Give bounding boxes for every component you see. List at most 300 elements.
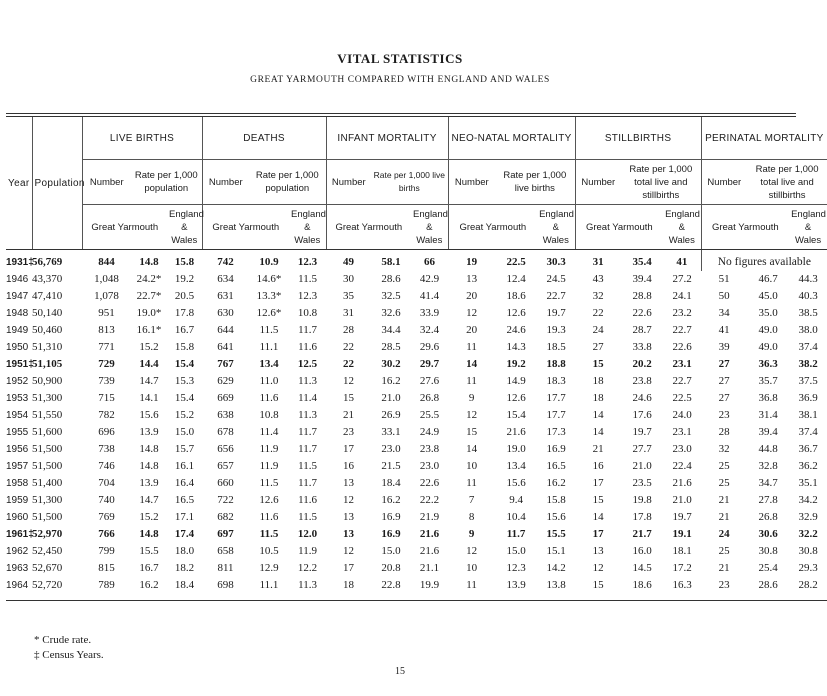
infant-mortality-number-cell: 13 bbox=[343, 477, 355, 489]
neo-natal-number-cell: 19 bbox=[466, 256, 478, 268]
infant-mortality-ew-rate-cell: 19.9 bbox=[419, 579, 440, 591]
table-row bbox=[6, 407, 827, 424]
perinatal-number-cell: 39 bbox=[718, 341, 730, 353]
deaths-gy-rate-cell: 13.3* bbox=[256, 290, 282, 302]
stillbirths-gy-rate-cell: 28.8 bbox=[632, 290, 652, 302]
neo-natal-number-cell: 8 bbox=[468, 511, 475, 523]
neo-natal-number-cell: 14 bbox=[466, 443, 478, 455]
live-births-number-cell: 782 bbox=[98, 409, 115, 421]
live-births-number-cell: 769 bbox=[98, 511, 115, 523]
neo-natal-gy-rate-cell: 19.2 bbox=[506, 358, 526, 370]
infant-mortality-ew-rate-cell: 23.0 bbox=[419, 460, 440, 472]
population-cell: 51,550 bbox=[32, 409, 63, 421]
deaths-number-cell: 678 bbox=[217, 426, 234, 438]
live-births-ew-rate-cell: 18.2 bbox=[174, 562, 195, 574]
infant-mortality-number-cell: 13 bbox=[343, 511, 355, 523]
infant-mortality-ew-rate-cell: 21.6 bbox=[419, 545, 440, 557]
nn-number-header: Number bbox=[448, 160, 495, 205]
live-births-gy-rate-cell: 14.4 bbox=[139, 358, 159, 370]
live-births-ew-rate-cell: 18.4 bbox=[174, 579, 195, 591]
live-births-gy-rate-cell: 15.5 bbox=[139, 545, 159, 557]
table-row bbox=[6, 492, 827, 509]
stillbirths-number-cell: 15 bbox=[592, 358, 604, 370]
infant-mortality-gy-rate-cell: 20.8 bbox=[381, 562, 401, 574]
table-row bbox=[6, 560, 827, 577]
table-row bbox=[6, 509, 827, 526]
sb-number-header: Number bbox=[575, 160, 621, 205]
live-births-number-cell: 1,078 bbox=[94, 290, 119, 302]
population-cell: 50,460 bbox=[32, 324, 63, 336]
infant-mortality-ew-rate-cell: 66 bbox=[424, 256, 436, 268]
subheader-row bbox=[6, 160, 827, 205]
perinatal-number-cell: 27 bbox=[718, 375, 730, 387]
live-births-gy-rate-cell: 14.8 bbox=[139, 443, 159, 455]
deaths-number-cell: 629 bbox=[217, 375, 234, 387]
neo-natal-gy-rate-cell: 14.3 bbox=[506, 341, 526, 353]
deaths-ew-rate-cell: 11.5 bbox=[298, 273, 317, 285]
population-cell: 51,500 bbox=[32, 511, 63, 523]
stillbirths-number-cell: 17 bbox=[592, 477, 604, 489]
population-cell: 47,410 bbox=[32, 290, 63, 302]
deaths-number-cell: 811 bbox=[217, 562, 234, 574]
neo-natal-ew-rate-cell: 22.7 bbox=[546, 290, 566, 302]
infant-mortality-ew-rate-cell: 21.6 bbox=[419, 528, 440, 540]
stillbirths-gy-rate-cell: 19.8 bbox=[632, 494, 652, 506]
live-births-gy-rate-cell: 16.2 bbox=[139, 579, 159, 591]
deaths-number-cell: 669 bbox=[217, 392, 234, 404]
live-births-gy-rate-cell: 16.7 bbox=[139, 562, 159, 574]
infant-mortality-ew-rate-cell: 32.4 bbox=[419, 324, 440, 336]
deaths-number-cell: 644 bbox=[217, 324, 234, 336]
perinatal-number-cell: 21 bbox=[718, 511, 730, 523]
infant-mortality-gy-rate-cell: 21.5 bbox=[381, 460, 401, 472]
stillbirths-ew-rate-cell: 23.1 bbox=[672, 426, 692, 438]
perinatal-number-cell: 25 bbox=[718, 477, 730, 489]
deaths-number-cell: 698 bbox=[217, 579, 234, 591]
neo-natal-header: NEO-NATAL MORTALITY bbox=[448, 117, 575, 160]
perinatal-number-cell: 32 bbox=[718, 443, 730, 455]
infant-mortality-ew-rate-cell: 25.5 bbox=[419, 409, 440, 421]
deaths-ew-rate-cell: 10.8 bbox=[297, 307, 318, 319]
perinatal-gy-rate-cell: 28.6 bbox=[758, 579, 778, 591]
stillbirths-ew-rate-cell: 27.2 bbox=[672, 273, 692, 285]
infant-mortality-ew-rate-cell: 21.1 bbox=[419, 562, 440, 574]
infant-mortality-number-cell: 49 bbox=[343, 256, 355, 268]
perinatal-gy-rate-cell: 30.6 bbox=[758, 528, 778, 540]
stillbirths-gy-rate-cell: 20.2 bbox=[632, 358, 652, 370]
lb-gy-header: Great Yarmouth bbox=[82, 205, 167, 250]
neo-natal-gy-rate-cell: 12.4 bbox=[506, 273, 526, 285]
stillbirths-ew-rate-cell: 23.1 bbox=[672, 358, 692, 370]
live-births-number-cell: 746 bbox=[98, 460, 115, 472]
deaths-gy-rate-cell: 11.1 bbox=[259, 341, 279, 353]
deaths-gy-rate-cell: 11.5 bbox=[259, 528, 279, 540]
deaths-ew-rate-cell: 11.3 bbox=[298, 579, 317, 591]
perinatal-gy-rate-cell: 36.8 bbox=[758, 392, 778, 404]
live-births-ew-rate-cell: 17.4 bbox=[174, 528, 195, 540]
neo-natal-gy-rate-cell: 15.0 bbox=[506, 545, 526, 557]
neo-natal-number-cell: 9 bbox=[468, 528, 475, 540]
infant-mortality-gy-rate-cell: 16.2 bbox=[381, 375, 401, 387]
perinatal-gy-rate-cell: 39.4 bbox=[758, 426, 778, 438]
infant-mortality-number-cell: 17 bbox=[343, 443, 355, 455]
neo-natal-gy-rate-cell: 11.7 bbox=[506, 528, 526, 540]
deaths-number-cell: 682 bbox=[217, 511, 234, 523]
live-births-number-cell: 813 bbox=[98, 324, 115, 336]
live-births-number-cell: 799 bbox=[98, 545, 115, 557]
stillbirths-gy-rate-cell: 33.8 bbox=[632, 341, 652, 353]
neo-natal-gy-rate-cell: 22.5 bbox=[506, 256, 526, 268]
deaths-ew-rate-cell: 11.7 bbox=[298, 426, 317, 438]
neo-natal-ew-rate-cell: 18.3 bbox=[546, 375, 566, 387]
live-births-number-cell: 789 bbox=[98, 579, 115, 591]
perinatal-ew-rate-cell: 35.1 bbox=[798, 477, 818, 489]
year-cell: 1931‡ bbox=[6, 257, 34, 268]
neo-natal-gy-rate-cell: 24.6 bbox=[506, 324, 526, 336]
stillbirths-gy-rate-cell: 17.8 bbox=[632, 511, 652, 523]
page-number: 15 bbox=[395, 666, 405, 677]
stillbirths-ew-rate-cell: 22.7 bbox=[672, 375, 692, 387]
neo-natal-number-cell: 15 bbox=[466, 426, 478, 438]
stillbirths-number-cell: 14 bbox=[592, 426, 604, 438]
stillbirths-number-cell: 43 bbox=[592, 273, 604, 285]
neo-natal-ew-rate-cell: 17.7 bbox=[546, 409, 566, 421]
population-cell: 51,600 bbox=[32, 426, 63, 438]
deaths-gy-rate-cell: 12.6 bbox=[259, 494, 279, 506]
stillbirths-number-cell: 12 bbox=[592, 562, 604, 574]
live-births-ew-rate-cell: 17.1 bbox=[174, 511, 195, 523]
lb-number-header: Number bbox=[82, 160, 131, 205]
population-cell: 43,370 bbox=[32, 273, 63, 285]
neo-natal-ew-rate-cell: 15.5 bbox=[546, 528, 566, 540]
live-births-gy-rate-cell: 14.7 bbox=[139, 494, 159, 506]
perinatal-note-cell: No figures available bbox=[701, 250, 827, 272]
neo-natal-ew-rate-cell: 15.1 bbox=[546, 545, 566, 557]
perinatal-ew-rate-cell: 38.5 bbox=[798, 307, 818, 319]
perinatal-gy-rate-cell: 27.8 bbox=[758, 494, 778, 506]
neo-natal-gy-rate-cell: 9.4 bbox=[509, 494, 523, 506]
perinatal-number-cell: 27 bbox=[718, 392, 730, 404]
perinatal-gy-rate-cell: 26.8 bbox=[758, 511, 778, 523]
deaths-ew-rate-cell: 11.3 bbox=[298, 375, 317, 387]
table-row bbox=[6, 424, 827, 441]
stillbirths-ew-rate-cell: 18.1 bbox=[672, 545, 692, 557]
deaths-gy-rate-cell: 14.6* bbox=[256, 273, 282, 285]
neo-natal-ew-rate-cell: 19.7 bbox=[546, 307, 566, 319]
perinatal-number-cell: 23 bbox=[718, 579, 730, 591]
population-cell: 56,769 bbox=[32, 256, 63, 268]
infant-mortality-gy-rate-cell: 58.1 bbox=[381, 256, 401, 268]
live-births-gy-rate-cell: 15.2 bbox=[139, 341, 159, 353]
stillbirths-gy-rate-cell: 35.4 bbox=[632, 256, 652, 268]
neo-natal-ew-rate-cell: 17.7 bbox=[546, 392, 566, 404]
stillbirths-gy-rate-cell: 18.6 bbox=[632, 579, 652, 591]
infant-mortality-gy-rate-cell: 21.0 bbox=[381, 392, 401, 404]
neo-natal-number-cell: 11 bbox=[466, 477, 477, 489]
infant-mortality-number-cell: 13 bbox=[343, 528, 355, 540]
deaths-gy-rate-cell: 13.4 bbox=[259, 358, 279, 370]
deaths-gy-rate-cell: 10.9 bbox=[259, 256, 279, 268]
deaths-ew-rate-cell: 12.5 bbox=[297, 358, 318, 370]
year-cell: 1959 bbox=[6, 495, 29, 506]
infant-mortality-gy-rate-cell: 33.1 bbox=[381, 426, 401, 438]
deaths-number-cell: 658 bbox=[217, 545, 234, 557]
perinatal-number-cell: 28 bbox=[718, 426, 730, 438]
deaths-ew-rate-cell: 11.5 bbox=[298, 460, 317, 472]
perinatal-ew-rate-cell: 30.8 bbox=[798, 545, 818, 557]
footnote-crude-rate: * Crude rate. bbox=[34, 634, 92, 646]
year-cell: 1963 bbox=[6, 563, 29, 574]
nn-ew-header: England & Wales bbox=[537, 205, 575, 250]
stillbirths-number-cell: 15 bbox=[592, 494, 604, 506]
pm-gy-header: Great Yarmouth bbox=[701, 205, 789, 250]
deaths-gy-rate-cell: 11.5 bbox=[259, 324, 279, 336]
infant-mortality-number-cell: 22 bbox=[343, 341, 355, 353]
stillbirths-gy-rate-cell: 17.6 bbox=[632, 409, 652, 421]
infant-mortality-gy-rate-cell: 23.0 bbox=[381, 443, 401, 455]
table-bottom-border bbox=[6, 594, 827, 601]
table-row bbox=[6, 288, 827, 305]
infant-mortality-number-cell: 23 bbox=[343, 426, 355, 438]
live-births-number-cell: 815 bbox=[98, 562, 115, 574]
infant-mortality-gy-rate-cell: 32.5 bbox=[381, 290, 401, 302]
live-births-ew-rate-cell: 15.8 bbox=[174, 256, 195, 268]
perinatal-ew-rate-cell: 37.4 bbox=[798, 341, 818, 353]
infant-mortality-number-cell: 21 bbox=[343, 409, 355, 421]
infant-mortality-ew-rate-cell: 42.9 bbox=[419, 273, 440, 285]
vital-statistics-table bbox=[6, 117, 827, 601]
stillbirths-number-cell: 21 bbox=[592, 443, 604, 455]
infant-mortality-number-cell: 12 bbox=[343, 545, 355, 557]
live-births-number-cell: 951 bbox=[98, 307, 115, 319]
sb-ew-header: England & Wales bbox=[663, 205, 701, 250]
year-cell: 1951‡ bbox=[6, 359, 34, 370]
neo-natal-gy-rate-cell: 10.4 bbox=[506, 511, 526, 523]
perinatal-gy-rate-cell: 45.0 bbox=[758, 290, 778, 302]
population-cell: 51,500 bbox=[32, 443, 63, 455]
perinatal-ew-rate-cell: 36.2 bbox=[798, 460, 818, 472]
perinatal-ew-rate-cell: 44.3 bbox=[798, 273, 818, 285]
deaths-ew-rate-cell: 11.9 bbox=[298, 545, 317, 557]
neo-natal-gy-rate-cell: 12.6 bbox=[506, 307, 526, 319]
live-births-gy-rate-cell: 15.2 bbox=[139, 511, 159, 523]
stillbirths-number-cell: 15 bbox=[592, 579, 604, 591]
year-cell: 1961‡ bbox=[6, 529, 34, 540]
perinatal-ew-rate-cell: 36.7 bbox=[798, 443, 818, 455]
perinatal-number-cell: 23 bbox=[718, 409, 730, 421]
neo-natal-ew-rate-cell: 15.6 bbox=[546, 511, 566, 523]
stillbirths-gy-rate-cell: 24.6 bbox=[632, 392, 652, 404]
infant-mortality-ew-rate-cell: 29.6 bbox=[419, 341, 440, 353]
population-cell: 52,670 bbox=[32, 562, 63, 574]
stillbirths-number-cell: 14 bbox=[592, 409, 604, 421]
perinatal-gy-rate-cell: 36.3 bbox=[758, 358, 778, 370]
deaths-ew-rate-cell: 11.7 bbox=[298, 324, 317, 336]
deaths-ew-rate-cell: 11.6 bbox=[298, 341, 317, 353]
infant-mortality-gy-rate-cell: 16.9 bbox=[381, 511, 401, 523]
top-rule bbox=[6, 113, 796, 114]
infant-mortality-gy-rate-cell: 34.4 bbox=[381, 324, 401, 336]
year-cell: 1955 bbox=[6, 427, 29, 438]
comparison-header-row bbox=[6, 205, 827, 250]
deaths-number-cell: 657 bbox=[217, 460, 234, 472]
infant-mortality-number-cell: 15 bbox=[343, 392, 355, 404]
table-row bbox=[6, 526, 827, 543]
stillbirths-number-cell: 18 bbox=[592, 375, 604, 387]
neo-natal-number-cell: 12 bbox=[466, 545, 478, 557]
nn-rate-header: Rate per 1,000 live births bbox=[495, 160, 575, 205]
table-row bbox=[6, 356, 827, 373]
year-cell: 1960 bbox=[6, 512, 29, 523]
infant-mortality-number-cell: 30 bbox=[343, 273, 355, 285]
perinatal-ew-rate-cell: 38.0 bbox=[798, 324, 818, 336]
infant-mortality-gy-rate-cell: 26.9 bbox=[381, 409, 401, 421]
population-cell: 52,450 bbox=[32, 545, 63, 557]
neo-natal-ew-rate-cell: 30.3 bbox=[546, 256, 566, 268]
lb-ew-header: England & Wales bbox=[167, 205, 202, 250]
infant-mortality-number-cell: 12 bbox=[343, 494, 355, 506]
stillbirths-number-cell: 32 bbox=[592, 290, 604, 302]
stillbirths-ew-rate-cell: 17.2 bbox=[672, 562, 692, 574]
year-header: Year bbox=[6, 117, 32, 250]
perinatal-gy-rate-cell: 34.7 bbox=[758, 477, 778, 489]
infant-mortality-ew-rate-cell: 22.2 bbox=[419, 494, 440, 506]
live-births-number-cell: 739 bbox=[98, 375, 115, 387]
infant-mortality-number-cell: 31 bbox=[343, 307, 355, 319]
deaths-gy-rate-cell: 12.9 bbox=[259, 562, 279, 574]
perinatal-gy-rate-cell: 32.8 bbox=[758, 460, 778, 472]
infant-mortality-ew-rate-cell: 41.4 bbox=[419, 290, 440, 302]
im-ew-header: England & Wales bbox=[411, 205, 448, 250]
perinatal-gy-rate-cell: 46.7 bbox=[758, 273, 778, 285]
live-births-gy-rate-cell: 14.1 bbox=[139, 392, 159, 404]
perinatal-header: PERINATAL MORTALITY bbox=[701, 117, 827, 160]
table-row bbox=[6, 250, 827, 272]
perinatal-number-cell: 51 bbox=[718, 273, 730, 285]
stillbirths-ew-rate-cell: 21.6 bbox=[672, 477, 692, 489]
neo-natal-number-cell: 13 bbox=[466, 273, 478, 285]
deaths-ew-rate-cell: 11.7 bbox=[298, 443, 317, 455]
neo-natal-gy-rate-cell: 19.0 bbox=[506, 443, 526, 455]
deaths-ew-rate-cell: 11.3 bbox=[298, 409, 317, 421]
live-births-ew-rate-cell: 16.5 bbox=[174, 494, 195, 506]
neo-natal-ew-rate-cell: 16.2 bbox=[546, 477, 566, 489]
deaths-gy-rate-cell: 12.6* bbox=[256, 307, 282, 319]
infant-mortality-number-cell: 28 bbox=[343, 324, 355, 336]
table-row bbox=[6, 475, 827, 492]
live-births-number-cell: 729 bbox=[98, 358, 115, 370]
stillbirths-number-cell: 27 bbox=[592, 341, 604, 353]
stillbirths-ew-rate-cell: 22.7 bbox=[672, 324, 692, 336]
table-row bbox=[6, 339, 827, 356]
year-cell: 1949 bbox=[6, 325, 29, 336]
table-row bbox=[6, 271, 827, 288]
stillbirths-gy-rate-cell: 27.7 bbox=[632, 443, 652, 455]
stillbirths-gy-rate-cell: 23.5 bbox=[632, 477, 652, 489]
population-cell: 50,900 bbox=[32, 375, 63, 387]
stillbirths-ew-rate-cell: 19.1 bbox=[672, 528, 692, 540]
deaths-number-cell: 767 bbox=[217, 358, 234, 370]
neo-natal-ew-rate-cell: 24.5 bbox=[546, 273, 566, 285]
footnote-census-years: ‡ Census Years. bbox=[34, 649, 104, 661]
perinatal-number-cell: 24 bbox=[718, 528, 730, 540]
stillbirths-number-cell: 31 bbox=[592, 256, 604, 268]
deaths-ew-rate-cell: 11.4 bbox=[298, 392, 317, 404]
infant-mortality-number-cell: 18 bbox=[343, 579, 355, 591]
infant-mortality-ew-rate-cell: 29.7 bbox=[419, 358, 440, 370]
live-births-number-cell: 740 bbox=[98, 494, 115, 506]
perinatal-number-cell: 21 bbox=[718, 562, 730, 574]
live-births-number-cell: 715 bbox=[98, 392, 115, 404]
neo-natal-ew-rate-cell: 13.8 bbox=[546, 579, 566, 591]
stillbirths-ew-rate-cell: 22.6 bbox=[672, 341, 692, 353]
year-cell: 1957 bbox=[6, 461, 29, 472]
stillbirths-gy-rate-cell: 21.7 bbox=[632, 528, 652, 540]
stillbirths-ew-rate-cell: 22.5 bbox=[672, 392, 692, 404]
population-cell: 51,400 bbox=[32, 477, 63, 489]
neo-natal-number-cell: 11 bbox=[466, 375, 477, 387]
stillbirths-ew-rate-cell: 23.2 bbox=[672, 307, 692, 319]
live-births-ew-rate-cell: 19.2 bbox=[174, 273, 195, 285]
table-row bbox=[6, 305, 827, 322]
group-header-row bbox=[6, 117, 827, 160]
perinatal-gy-rate-cell: 35.7 bbox=[758, 375, 778, 387]
deaths-gy-rate-cell: 11.6 bbox=[259, 511, 279, 523]
stillbirths-gy-rate-cell: 23.8 bbox=[632, 375, 652, 387]
pm-number-header: Number bbox=[701, 160, 747, 205]
stillbirths-gy-rate-cell: 14.5 bbox=[632, 562, 652, 574]
deaths-gy-rate-cell: 11.4 bbox=[259, 426, 279, 438]
live-births-gy-rate-cell: 24.2* bbox=[136, 273, 162, 285]
infant-mortality-ew-rate-cell: 33.9 bbox=[419, 307, 440, 319]
neo-natal-number-cell: 12 bbox=[466, 307, 478, 319]
perinatal-ew-rate-cell: 38.1 bbox=[798, 409, 818, 421]
live-births-ew-rate-cell: 20.5 bbox=[174, 290, 195, 302]
d-rate-header: Rate per 1,000 population bbox=[249, 160, 326, 205]
infant-mortality-number-cell: 35 bbox=[343, 290, 355, 302]
infant-mortality-ew-rate-cell: 21.9 bbox=[419, 511, 440, 523]
stillbirths-number-cell: 17 bbox=[592, 528, 604, 540]
perinatal-number-cell: 27 bbox=[718, 358, 730, 370]
im-gy-header: Great Yarmouth bbox=[326, 205, 411, 250]
deaths-ew-rate-cell: 12.3 bbox=[297, 290, 318, 302]
table-row bbox=[6, 441, 827, 458]
stillbirths-gy-rate-cell: 28.7 bbox=[632, 324, 652, 336]
infant-mortality-ew-rate-cell: 24.9 bbox=[419, 426, 440, 438]
year-cell: 1953 bbox=[6, 393, 29, 404]
stillbirths-gy-rate-cell: 39.4 bbox=[632, 273, 652, 285]
perinatal-ew-rate-cell: 36.9 bbox=[798, 392, 818, 404]
neo-natal-ew-rate-cell: 18.5 bbox=[546, 341, 566, 353]
stillbirths-gy-rate-cell: 21.0 bbox=[632, 460, 652, 472]
infant-mortality-gy-rate-cell: 22.8 bbox=[381, 579, 401, 591]
live-births-ew-rate-cell: 15.4 bbox=[174, 358, 195, 370]
live-births-gy-rate-cell: 22.7* bbox=[136, 290, 162, 302]
deaths-gy-rate-cell: 11.1 bbox=[259, 579, 279, 591]
table-row bbox=[6, 390, 827, 407]
infant-mortality-ew-rate-cell: 27.6 bbox=[419, 375, 440, 387]
year-cell: 1948 bbox=[6, 308, 29, 319]
population-cell: 50,140 bbox=[32, 307, 63, 319]
perinatal-ew-rate-cell: 40.3 bbox=[798, 290, 818, 302]
population-cell: 51,500 bbox=[32, 460, 63, 472]
live-births-number-cell: 1,048 bbox=[94, 273, 119, 285]
table-row bbox=[6, 458, 827, 475]
population-cell: 52,970 bbox=[32, 528, 63, 540]
year-cell: 1950 bbox=[6, 342, 29, 353]
year-cell: 1946 bbox=[6, 274, 29, 285]
infant-mortality-gy-rate-cell: 18.4 bbox=[381, 477, 401, 489]
